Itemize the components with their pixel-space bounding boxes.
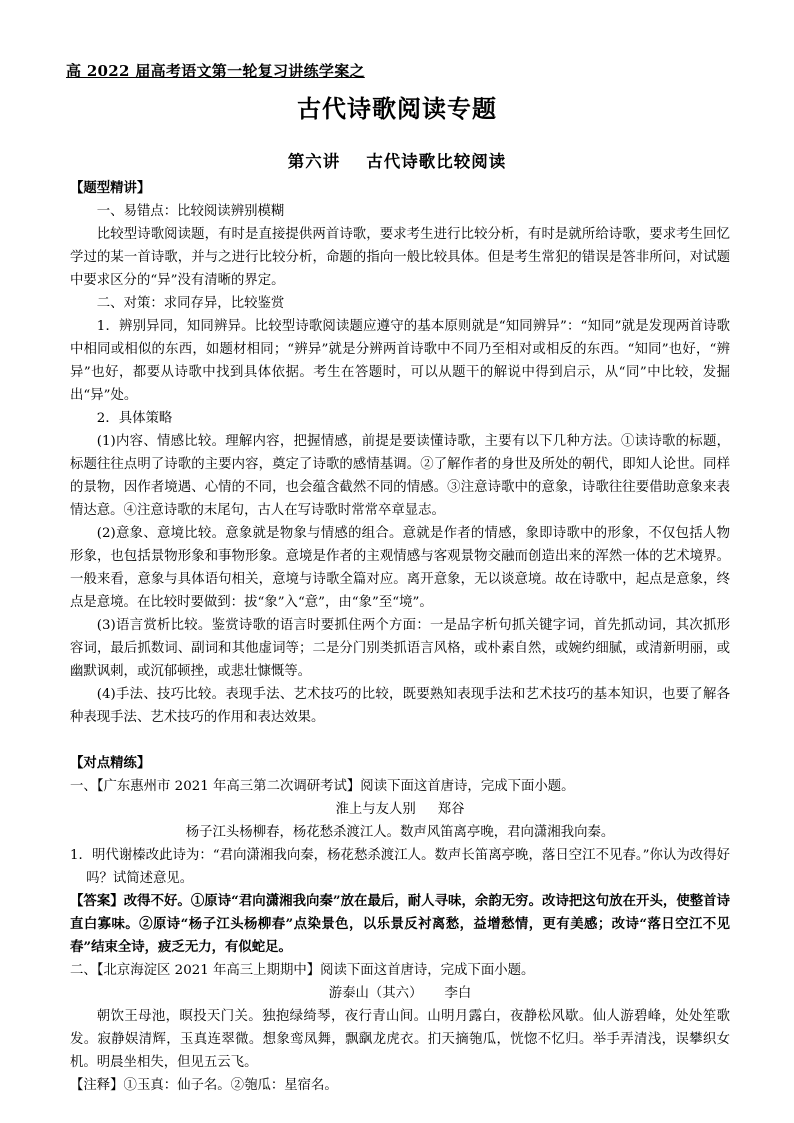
strategy-content-emotion: (1)内容、情感比较。理解内容，把握情感，前提是要读懂诗歌，主要有以下几种方法。①读诗歌的标题，标题往往点明了诗歌的主要内容，奠定了诗歌的感情基调。②了解作者的身世及所处的朝代，即知人论世。同样的景物，因作者境遇、心情的不同，也会蕴含截然不同的情感。③注意诗歌中的意象，诗歌往往要借助意象来表情达意。④注意诗歌的末尾句，古人在写诗歌时常常卒章显志。 <box>70 434 730 518</box>
lecture-number: 第六讲 <box>287 152 341 171</box>
poem-2-author: 李白 <box>444 986 472 1001</box>
page-title: 古代诗歌阅读专题 <box>297 94 497 123</box>
section-heading-explain: 【题型精讲】 <box>70 180 151 196</box>
poem-1-heading <box>70 798 730 821</box>
lecture-name: 古代诗歌比较阅读 <box>366 152 507 171</box>
strategy-language: (3)语言赏析比较。鉴赏诗歌的语言时要抓住两个方面：一是品字析句抓关键字词，首先抓动词，其次抓形容词，最后抓数词、副词和其他虚词等；二是分门别类抓语言风格，或朴素自然，或婉约细腻，或清新明丽，或幽默讽刺，或沉郁顿挫，或悲壮慷慨等。 <box>70 618 730 679</box>
poem-2-heading <box>70 982 730 1005</box>
poem-1-author: 郑谷 <box>437 802 465 817</box>
question-1: 1．明代谢榛改此诗为：“君向潇湘我向秦，杨花愁杀渡江人。数声长笛离亭晚，落日空江不见春。”你认为改得好吗？试简述意见。 <box>70 848 730 886</box>
series-title: 高 2022 届高考语文第一轮复习讲练学案之 <box>66 62 365 80</box>
strategy-imagery: (2)意象、意境比较。意象就是物象与情感的组合。意就是作者的情感，象即诗歌中的形象，不仅包括人物形象，也包括景物形象和事物形象。意境是作者的主观情感与客观景物交融而创造出来的浑然一体的艺术境界。一般来看，意象与具体语句相关，意境与诗歌全篇对应。离开意象，无以谈意境。故在诗歌中，起点是意象，终点是意境。在比较时要做到：拔“象”入“意”，由“象”至“境”。 <box>70 526 730 610</box>
document-body <box>70 177 730 1097</box>
poem-2-title: 游泰山（其六） <box>328 986 423 1001</box>
poem-2-text: 朝饮王母池，暝投天门关。独抱绿绮琴，夜行青山间。山明月露白，夜静松风歇。仙人游碧峰，处处笙歌发。寂静娱清辉，玉真连翠微。想象鸾凤舞，飘飖龙虎衣。扪天摘匏瓜，恍惚不忆归。举手弄清浅，误攀织女机。明晨坐相失，但见五云飞。 <box>70 1009 730 1070</box>
strategy-paragraph-1: 1．辨别异同，知同辨异。比较型诗歌阅读题应遵守的基本原则就是“知同辨异”：“知同”就是发现两首诗歌中相同或相似的东西，如题材相同；“辨异”就是分辨两首诗歌中不同乃至相对或相反的东西。“知同”也好，“辨异”也好，都要从诗歌中找到具体依据。考生在答题时，可以从题干的解说中得到启示，从“同”中比较，发掘出“异”处。 <box>70 319 730 403</box>
subsection-2-title: 二、对策：求同存异，比较鉴赏 <box>96 296 285 311</box>
question-2-intro: 二、【北京海淀区 2021 年高三上期期中】阅读下面这首唐诗，完成下面小题。 <box>70 963 535 978</box>
poem-1-title: 淮上与友人别 <box>335 802 416 817</box>
lecture-title <box>0 150 794 173</box>
section-heading-practice: 【对点精练】 <box>70 755 151 771</box>
poem-2-notes: 【注释】①玉真：仙子名。②匏瓜：星宿名。 <box>70 1078 338 1093</box>
poem-1-text: 杨子江头杨柳春，杨花愁杀渡江人。数声风笛离亭晚，君向潇湘我向秦。 <box>185 825 615 840</box>
strategy-paragraph-2: 2．具体策略 <box>96 411 173 426</box>
question-1-intro: 一、【广东惠州市 2021 年高三第二次调研考试】阅读下面这首唐诗，完成下面小题。 <box>70 779 575 794</box>
subsection-1-title: 一、易错点：比较阅读辨别模糊 <box>96 204 285 219</box>
answer-1: 【答案】改得不好。①原诗“君向潇湘我向秦”放在最后，耐人寻味，余韵无穷。改诗把这句放在开头，使整首诗直白寡味。②原诗“杨子江头杨柳春”点染景色，以乐景反衬离愁，益增愁情，更有美感；改诗“落日空江不见春”结束全诗，疲乏无力，有似蛇足。 <box>70 893 730 955</box>
strategy-techniques: (4)手法、技巧比较。表现手法、艺术技巧的比较，既要熟知表现手法和艺术技巧的基本知识，也要了解各种表现手法、艺术技巧的作用和表达效果。 <box>70 687 730 725</box>
subsection-1-paragraph: 比较型诗歌阅读题，有时是直接提供两首诗歌，要求考生进行比较分析，有时是就所给诗歌，要求考生回忆学过的某一首诗歌，并与之进行比较分析，命题的指向一般比较具体。但是考生常犯的错误是答非所问，对试题中要求区分的“异”没有清晰的界定。 <box>70 227 730 288</box>
